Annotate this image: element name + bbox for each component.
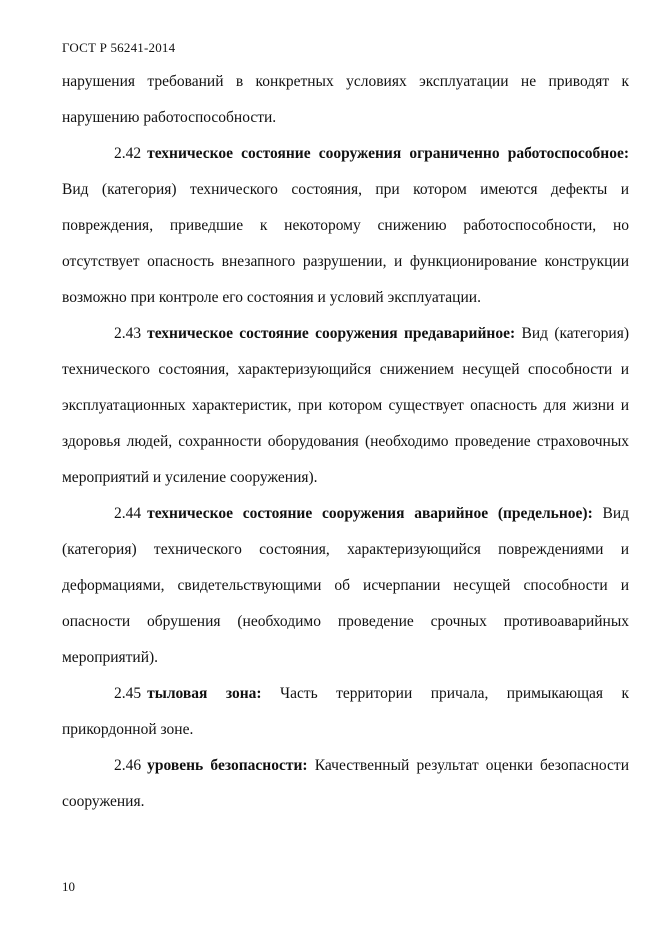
document-header: ГОСТ Р 56241-2014 [62, 40, 176, 55]
entry-number: 2.45 [114, 685, 142, 702]
definition-entry [62, 748, 629, 820]
entry-number: 2.43 [114, 325, 142, 342]
document-body [62, 64, 629, 820]
continuation-paragraph: нарушения требований в конкретных условиях эксплуатации не приводят к нарушению работоспособности. [62, 73, 629, 126]
definition-entry [62, 496, 629, 676]
page-number: 10 [62, 879, 75, 894]
entry-number: 2.46 [114, 757, 142, 774]
definition-entry [62, 136, 629, 316]
entry-term: техническое состояние сооружения предаварийное: [147, 325, 516, 342]
entry-definition: Часть территории причала, примыкающая к прикордонной зоне. [62, 685, 630, 738]
entry-term: техническое состояние сооружения аварийное (предельное): [147, 505, 593, 522]
entry-number: 2.42 [114, 145, 142, 162]
entry-definition: Вид (категория) технического состояния, характеризующийся снижением несущей способности и эксплуатационных характеристик, при котором существует опасность для жизни и здоровья людей, сохранности оборудования (необходимо проведение страховочных мероприятий и усиление сооружения). [62, 325, 629, 486]
entry-definition: Вид (категория) технического состояния, при котором имеются дефекты и повреждения, приведшие к некоторому снижению работоспособности, но отсутствует опасность внезапного разрушении, и функционирование конструкции возможно при контроле его состояния и условий эксплуатации. [62, 181, 629, 306]
entry-term: уровень безопасности: [147, 757, 308, 774]
entry-number: 2.44 [114, 505, 142, 522]
entry-definition: Вид (категория) технического состояния, характеризующийся повреждениями и деформациями, свидетельствующими об исчерпании несущей способности и опасности обрушения (необходимо проведение срочных противоаварийных мероприятий). [62, 505, 630, 666]
definition-entry [62, 676, 629, 748]
entry-term: тыловая зона: [147, 685, 262, 702]
entry-definition: Качественный результат оценки безопасности сооружения. [62, 757, 630, 810]
definition-entry [62, 316, 629, 496]
entry-term: техническое состояние сооружения ограниченно работоспособное: [147, 145, 629, 162]
